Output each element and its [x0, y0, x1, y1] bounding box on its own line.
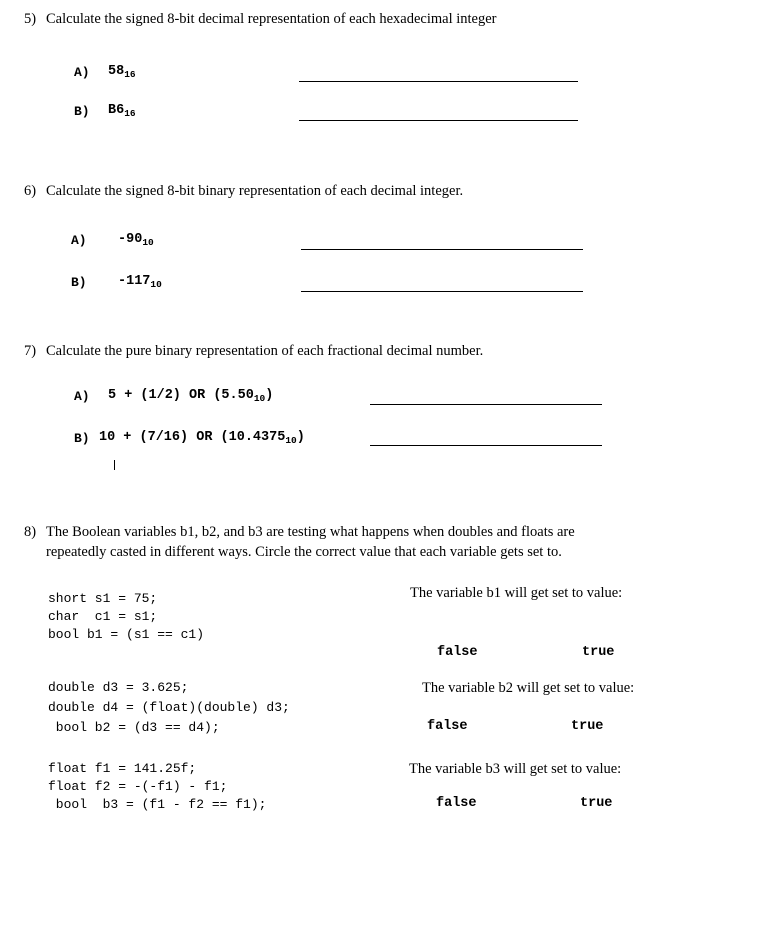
b1-false-option[interactable]: false	[437, 645, 478, 660]
question-6	[24, 181, 463, 201]
answer-blank[interactable]	[370, 404, 602, 405]
question-text: The Boolean variables b1, b2, and b3 are testing what happens when doubles and floats are	[46, 524, 575, 540]
code-block-b2	[48, 678, 290, 738]
code-line: bool b3 = (f1 - f2 == f1);	[48, 797, 267, 812]
code-line: double d3 = 3.625;	[48, 680, 189, 695]
code-line: char c1 = s1;	[48, 609, 158, 624]
question-number: 8)	[24, 524, 37, 540]
question-number: 5)	[24, 11, 37, 27]
answer-blank[interactable]	[299, 81, 578, 82]
item-label: B)	[74, 431, 90, 446]
b3-prompt: The variable b3 will get set to value:	[409, 761, 622, 777]
code-line: float f2 = -(-f1) - f1;	[48, 779, 228, 794]
question-5	[24, 9, 497, 29]
code-line: short s1 = 75;	[48, 591, 158, 606]
item-label: A)	[74, 65, 90, 80]
question-7	[24, 341, 483, 361]
question-text: Calculate the signed 8-bit binary representation of each decimal integer.	[46, 183, 464, 199]
fraction-expression: 5 + (1/2) OR $(5.50_{10})$	[108, 388, 274, 404]
b1-true-option[interactable]: true	[582, 645, 615, 660]
item-label: B)	[71, 275, 87, 290]
answer-blank[interactable]	[301, 291, 583, 292]
text-cursor	[114, 460, 115, 470]
answer-blank[interactable]	[370, 445, 602, 446]
fraction-expression: 10 + (7/16) OR $(10.4375_{10})$	[99, 430, 305, 446]
code-line: bool b2 = (d3 == d4);	[48, 720, 220, 735]
question-text: Calculate the pure binary representation of each fractional decimal number.	[46, 343, 484, 359]
b1-prompt: The variable b1 will get set to value:	[410, 585, 623, 601]
code-line: float f1 = 141.25f;	[48, 761, 197, 776]
decimal-value: $-90_{10}$	[118, 232, 154, 248]
question-text-continued: repeatedly casted in different ways. Circle the correct value that each variable gets set to.	[46, 544, 562, 560]
question-8	[24, 522, 575, 562]
code-line: bool b1 = (s1 == c1)	[48, 627, 205, 642]
item-label: B)	[74, 104, 90, 119]
code-block-b1	[48, 590, 204, 644]
code-line: double d4 = (float)(double) d3;	[48, 700, 290, 715]
b2-true-option[interactable]: true	[571, 719, 604, 734]
b2-false-option[interactable]: false	[427, 719, 468, 734]
hex-value: $58_{16}$	[108, 64, 136, 80]
item-label: A)	[74, 389, 90, 404]
b2-prompt: The variable b2 will get set to value:	[422, 680, 635, 696]
answer-blank[interactable]	[299, 120, 578, 121]
question-number: 6)	[24, 183, 37, 199]
hex-value: $B6_{16}$	[108, 103, 136, 119]
question-number: 7)	[24, 343, 37, 359]
decimal-value: $-117_{10}$	[118, 274, 162, 290]
item-label: A)	[71, 233, 87, 248]
b3-false-option[interactable]: false	[436, 796, 477, 811]
b3-true-option[interactable]: true	[580, 796, 613, 811]
code-block-b3	[48, 760, 266, 814]
answer-blank[interactable]	[301, 249, 583, 250]
question-text: Calculate the signed 8-bit decimal representation of each hexadecimal integer	[46, 11, 497, 27]
